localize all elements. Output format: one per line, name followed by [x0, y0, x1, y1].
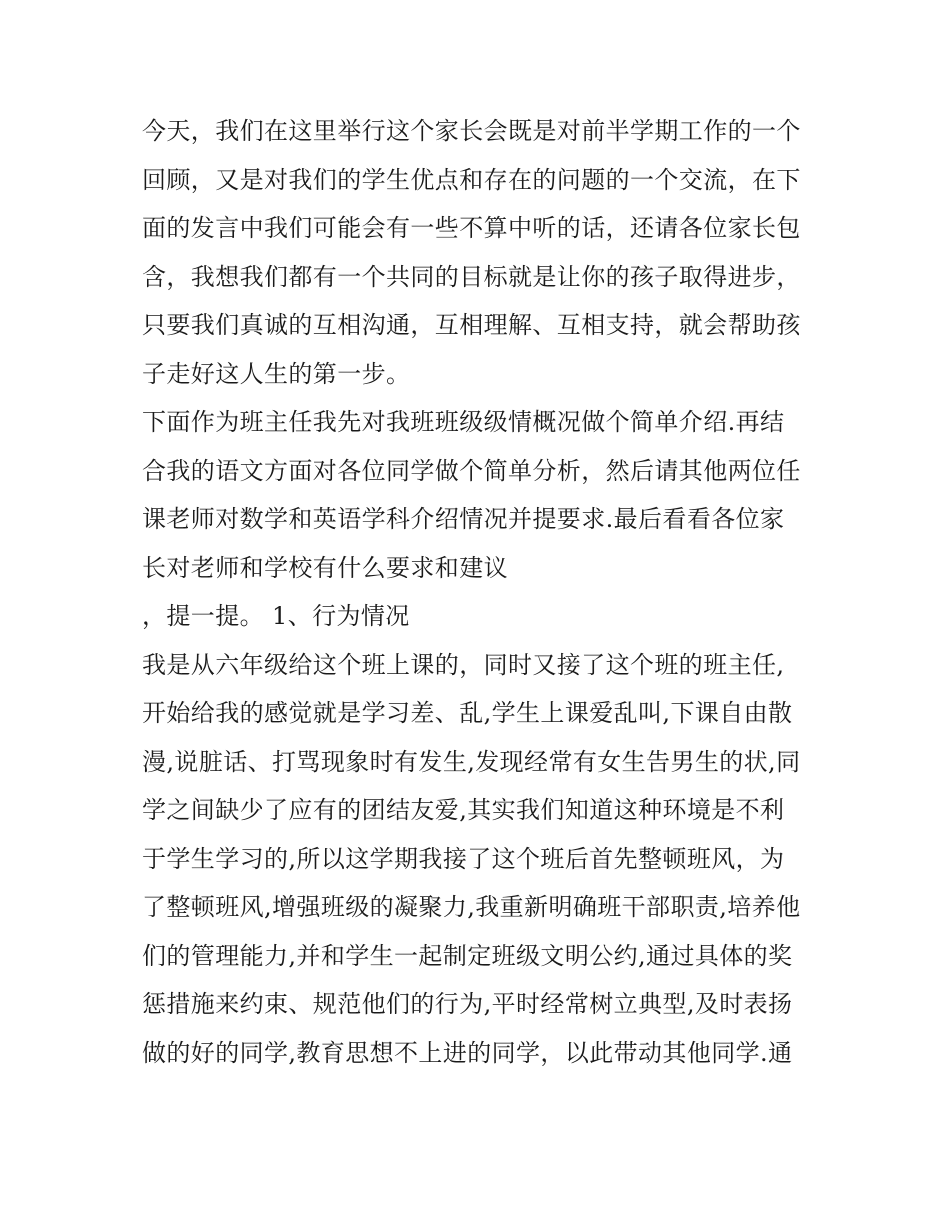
text-line: 课老师对数学和英语学科介绍情况并提要求.最后看看各位家	[142, 505, 785, 533]
text-line: 只要我们真诚的互相沟通，互相理解、互相支持，就会帮助孩	[142, 311, 801, 339]
body-text	[142, 107, 822, 1077]
text-line: 了整顿班风,增强班级的凝聚力,我重新明确班干部职责,培养他	[142, 893, 801, 921]
text-line: 惩措施来约束、规范他们的行为,平时经常树立典型,及时表扬	[142, 990, 793, 1018]
text-line: 漫,说脏话、打骂现象时有发生,发现经常有女生告男生的状,同	[142, 747, 801, 776]
text-line: 下面作为班主任我先对我班班级级情概况做个简单介绍.再结	[142, 408, 785, 436]
text-line: 面的发言中我们可能会有一些不算中听的话，还请各位家长包	[142, 214, 801, 242]
text-line: 含，我想我们都有一个共同的目标就是让你的孩子取得进步，	[142, 262, 801, 291]
text-line: 做的好的同学,教育思想不上进的同学，以此带动其他同学.通	[142, 1038, 793, 1067]
text-line: 今天，我们在这里举行这个家长会既是对前半学期工作的一个	[142, 117, 801, 145]
text-line: 长对老师和学校有什么要求和建议	[142, 553, 508, 582]
text-line: 们的管理能力,并和学生一起制定班级文明公约,通过具体的奖	[142, 941, 793, 970]
text-line: 开始给我的感觉就是学习差、乱,学生上课爱乱叫,下课自由散	[142, 699, 793, 727]
text-line: 合我的语文方面对各位同学做个简单分析，然后请其他两位任	[142, 456, 801, 485]
text-line: 于学生学习的,所以这学期我接了这个班后首先整顿班风，为	[142, 844, 785, 873]
text-line: 子走好这人生的第一步。	[142, 359, 411, 388]
text-line: 学之间缺少了应有的团结友爱,其实我们知道这种环境是不利	[142, 796, 785, 824]
text-line: 我是从六年级给这个班上课的，同时又接了这个班的班主任,	[142, 650, 785, 679]
section-heading-line: ，提一提。 1、行为情况	[142, 602, 410, 630]
text-line: 回顾，又是对我们的学生优点和存在的问题的一个交流，在下	[142, 165, 801, 194]
